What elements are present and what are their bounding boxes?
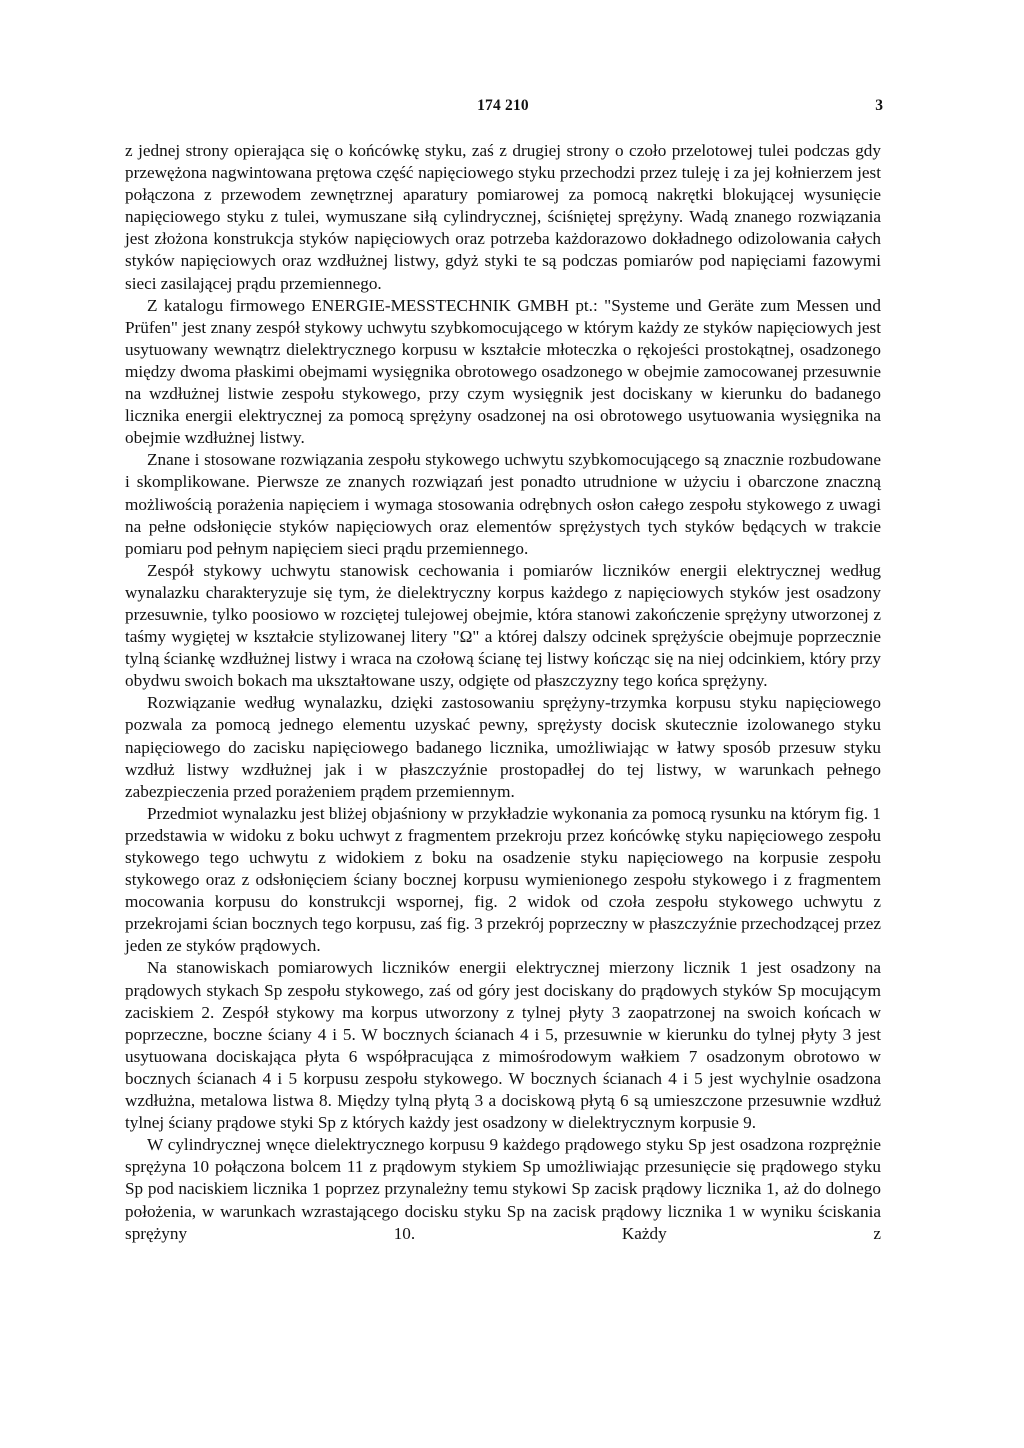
paragraph: Na stanowiskach pomiarowych liczników energii elektrycznej mierzony licznik 1 jest osadzony na prądowych stykach Sp zespołu stykowego, zaś od góry jest dociskany do prądowych styków Sp mocującym zaciskiem 2. Zespół stykowy ma korpus utworzony z tylnej płyty 3 zaopatrzonej na swoich końcach w poprzeczne, boczne ściany 4 i 5. W bocznych ścianach 4 i 5, przesuwnie w kierunku do tylnej płyty 3 jest usytuowana dociskająca płyta 6 współpracująca z mimośrodowym wałkiem 7 osadzonym obrotowo w bocznych ścianach 4 i 5 korpusu zespołu stykowego. W bocznych ścianach 4 i 5 jest wychylnie osadzona wzdłużna, metalowa listwa 8. Między tylną płytą 3 a dociskową płytą 6 są umieszczone przesuwnie wzdłuż tylnej ściany prądowe styki Sp z których każdy jest osadzony w dielektrycznym korpusie 9. bbox=[125, 958, 881, 1133]
paragraph: Znane i stosowane rozwiązania zespołu stykowego uchwytu szybkomocującego są znacznie rozbudowane i skomplikowane. Pierwsze ze znanych rozwiązań jest ponadto utrudnione w użyciu i obarczone znaczną możliwością porażenia napięciem i wymaga stosowania odrębnych osłon całego zespołu stykowego z uwagi na pełne odsłonięcie styków napięciowych oraz elementów sprężystych tych styków będących w trakcie pomiaru pod pełnym napięciem sieci prądu przemiennego. bbox=[125, 450, 881, 558]
page-header bbox=[123, 97, 883, 121]
paragraph: z jednej strony opierająca się o końcówkę styku, zaś z drugiej strony o czoło przelotowej tulei podczas gdy przewężona nagwintowana prętowa część napięciowego styku przechodzi przez tuleję i za jej kołnierzem jest połączona z przewodem zewnętrznej aparatury pomiarowej za pomocą nakrętki blokującej wysunięcie napięciowego styku z tulei, wymuszane siłą cylindrycznej, ściśniętej sprężyny. Wadą znanego rozwiązania jest złożona konstrukcja styków napięciowych oraz potrzeba każdorazowo dokładnego odizolowania całych styków napięciowych oraz wzdłużnej listwy, gdyż styki te są podczas pomiarów pod napięciami fazowymi sieci zasilającej prądu przemiennego. bbox=[125, 141, 881, 293]
paragraph: W cylindrycznej wnęce dielektrycznego korpusu 9 każdego prądowego styku Sp jest osadzona rozprężnie sprężyna 10 połączona bolcem 11 z prądowym stykiem Sp umożliwiając przesunięcie się prądowego styku Sp pod naciskiem licznika 1 poprzez przynależny temu stykowi Sp zacisk prądowy licznika 1, aż do dolnego położenia, w warunkach wzrastającego docisku styku Sp na zacisk prądowy licznika 1 w wyniku ściskania sprężyny 10. Każdy z bbox=[125, 1135, 881, 1243]
paragraph: Zespół stykowy uchwytu stanowisk cechowania i pomiarów liczników energii elektrycznej według wynalazku charakteryzuje się tym, że dielektryczny korpus każdego z napięciowych styków jest osadzony przesuwnie, tylko poosiowo w rozciętej tulejowej obejmie, która stanowi zakończenie sprężyny utworzonej z taśmy wygiętej w kształcie stylizowanej litery "Ω" a której dalszy odcinek sprężyście obejmuje poprzecznie tylną ściankę wzdłużnej listwy i wraca na czołową ścianę tej listwy kończąc się na niej odcinkiem, który przy obydwu swoich bokach ma ukształtowane uszy, odgięte od płaszczyzny tego końca sprężyny. bbox=[125, 560, 881, 691]
paragraph: Rozwiązanie według wynalazku, dzięki zastosowaniu sprężyny-trzymka korpusu styku napięciowego pozwala za pomocą jednego elementu uzyskać pewny, sprężysty docisk skutecznie izolowanego styku napięciowego do zacisku napięciowego badanego licznika, umożliwiając w łatwy sposób przesuw styku wzdłuż listwy wzdłużnej jak i w płaszczyźnie prostopadłej do tej listwy, w warunkach pełnego zabezpieczenia przed porażeniem prądem przemiennym. bbox=[125, 693, 881, 801]
document-body bbox=[125, 140, 881, 1245]
paragraph: Przedmiot wynalazku jest bliżej objaśniony w przykładzie wykonania za pomocą rysunku na którym fig. 1 przedstawia w widoku z boku uchwyt z fragmentem przekroju przez końcówkę styku napięciowego zespołu stykowego tego uchwytu z widokiem z boku na osadzenie styku napięciowego na korpusie zespołu stykowego oraz z odsłonięciem ściany bocznej korpusu wymienionego zespołu stykowego i z fragmentem mocowania korpusu do konstrukcji wspornej, fig. 2 widok od czoła zespołu stykowego uchwytu z przekrojami ścian bocznych tego korpusu, zaś fig. 3 przekrój poprzeczny w płaszczyźnie przechodzącej przez jeden ze styków prądowych. bbox=[125, 803, 881, 956]
paragraph: Z katalogu firmowego ENERGIE-MESSTECHNIK GMBH pt.: "Systeme und Geräte zum Messen und Prüfen" jest znany zespół stykowy uchwytu szybkomocującego w którym każdy ze styków napięciowych jest usytuowany wewnątrz dielektrycznego korpusu w kształcie młoteczka o rękojeści prostokątnej, osadzonego między dwoma płaskimi obejmami wysięgnika obrotowego osadzonego w obejmie zamocowanej przesuwnie na wzdłużnej listwie zespołu stykowego, przy czym wysięgnik jest dociskany w kierunku do badanego licznika energii elektrycznej za pomocą sprężyny osadzonej na osi obrotowego usytuowania wysięgnika na obejmie wzdłużnej listwy. bbox=[125, 295, 881, 448]
page-number: 3 bbox=[875, 97, 883, 114]
patent-number: 174 210 bbox=[477, 97, 529, 114]
